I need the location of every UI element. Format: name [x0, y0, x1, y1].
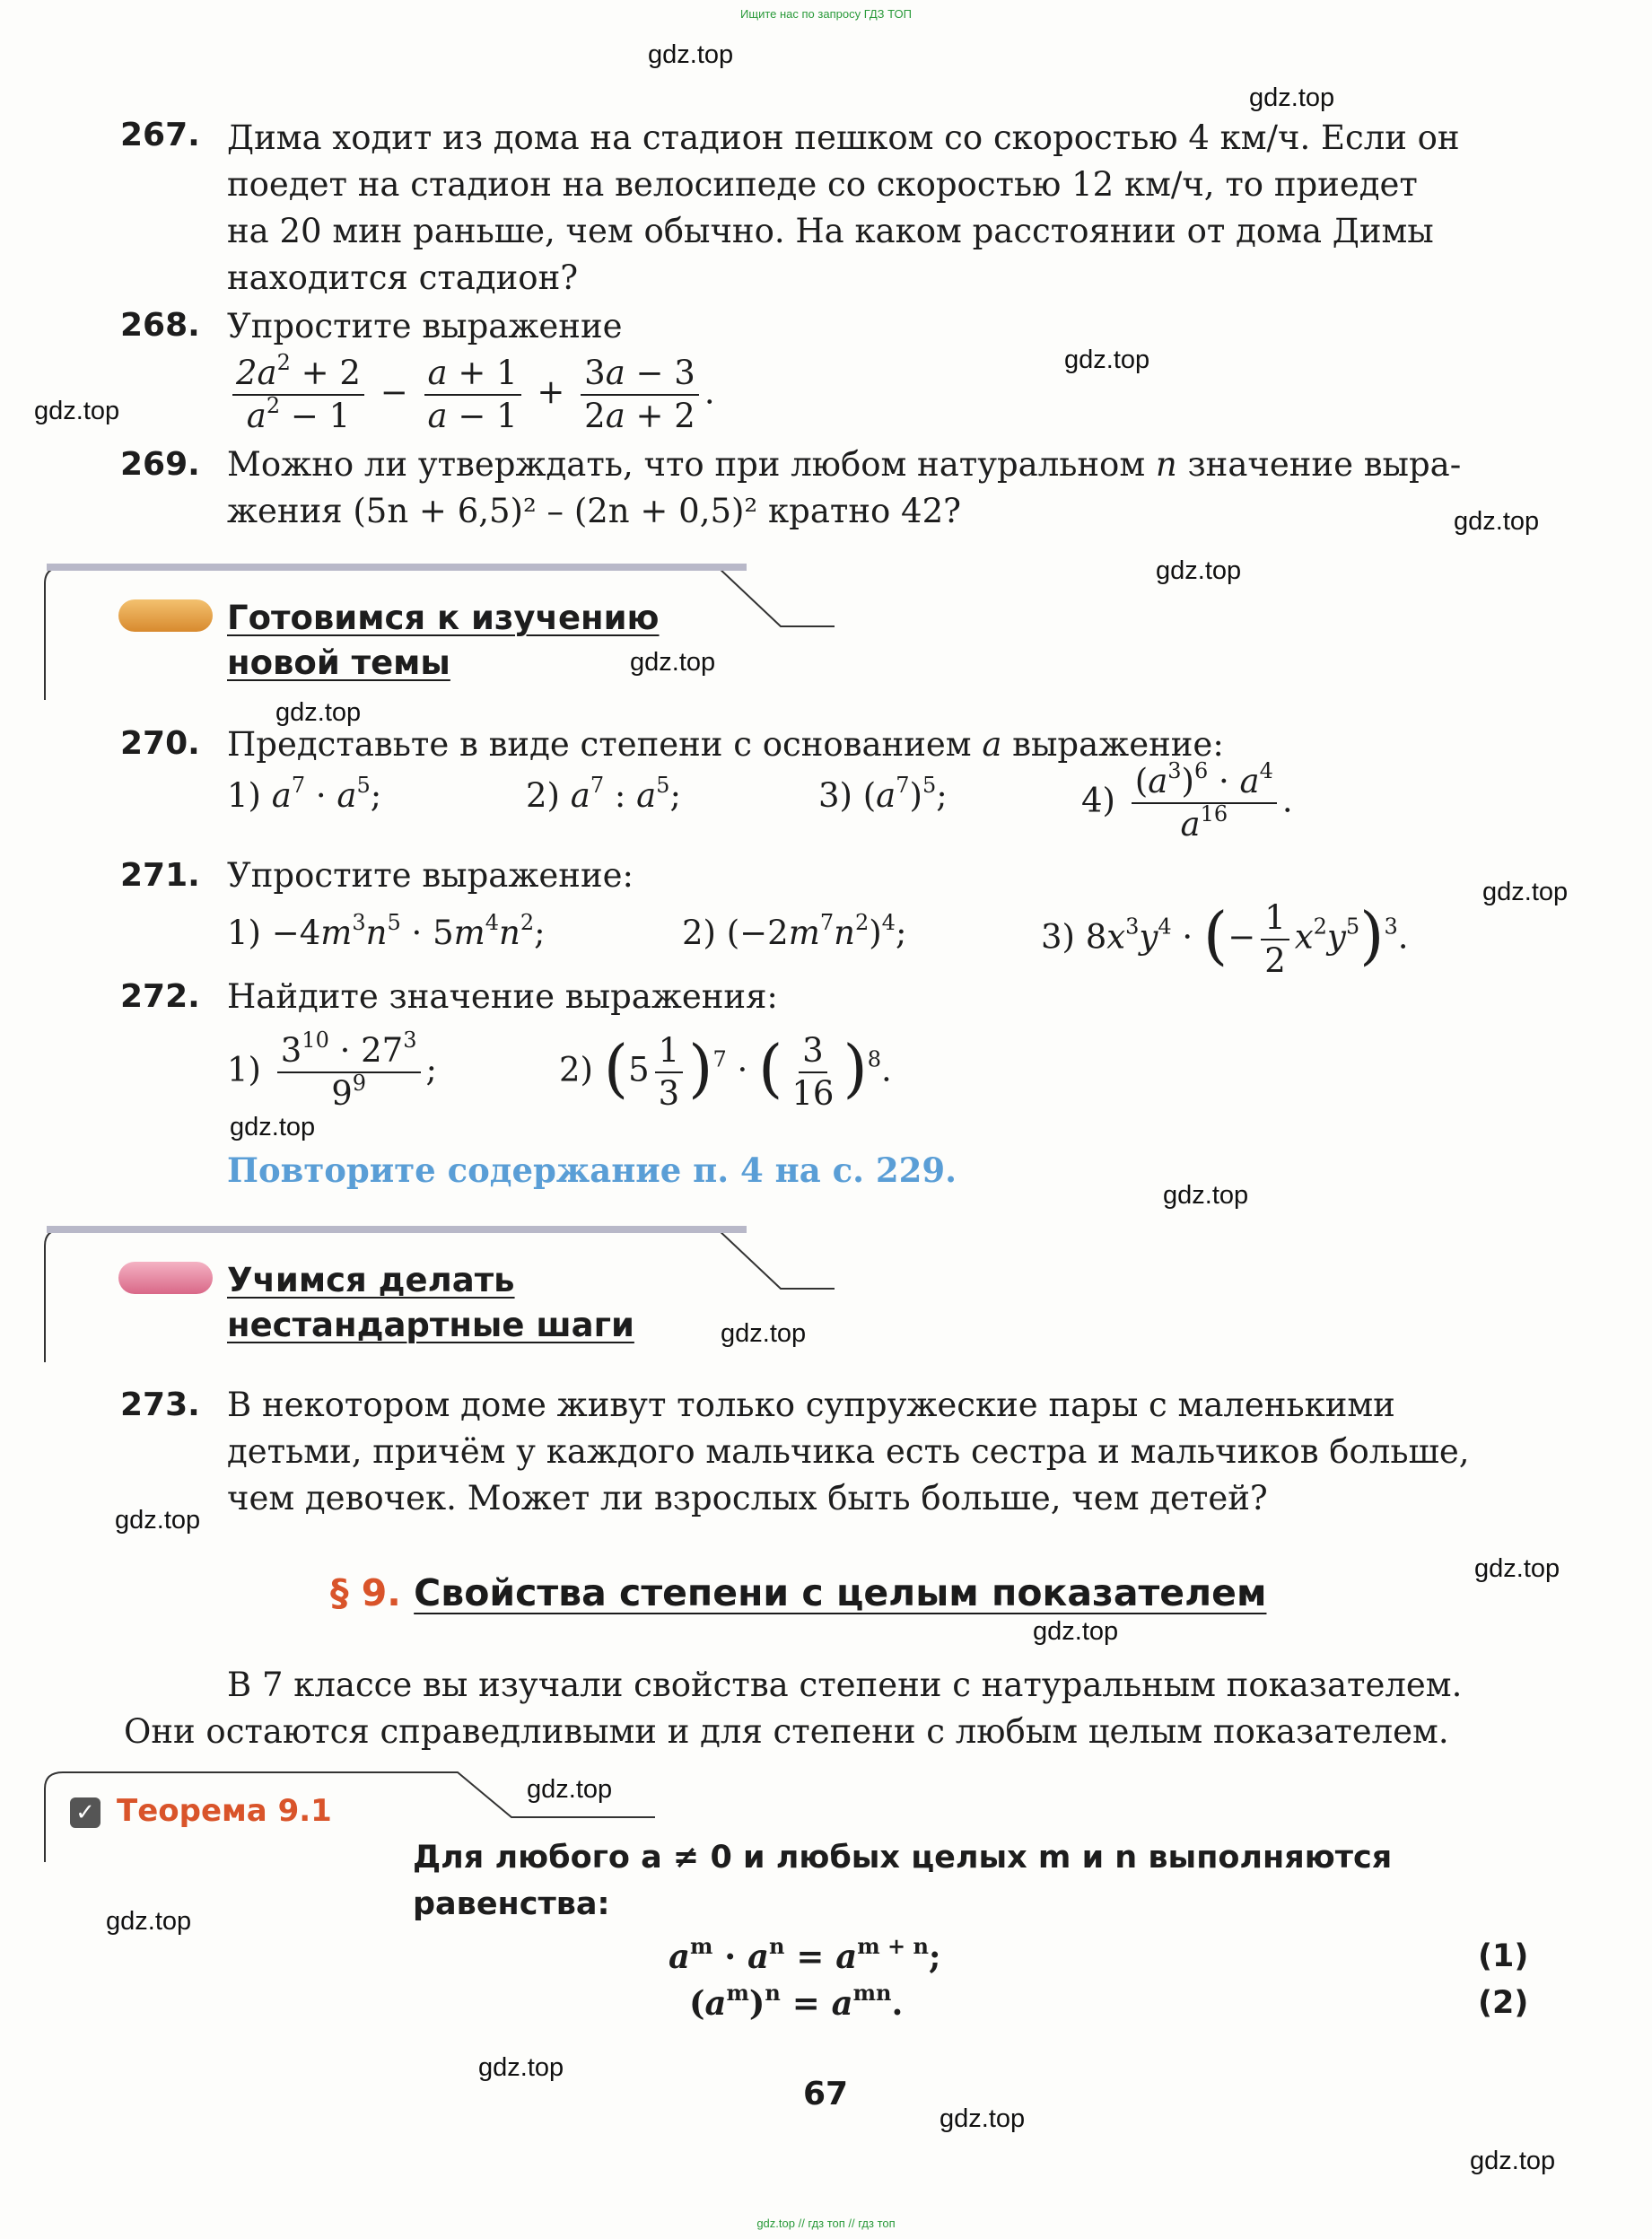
- variable: n: [1155, 445, 1177, 484]
- text-line: на 20 мин раньше, чем обычно. На каком расстоянии от дома Димы: [227, 212, 1434, 250]
- problem-text: жения (5n + 6,5)² – (2n + 0,5)² кратно 42?: [227, 492, 961, 530]
- section-heading: [227, 596, 660, 686]
- repeat-note: Повторите содержание п. 4 на с. 229.: [227, 1150, 957, 1190]
- problem-number: 271.: [120, 857, 200, 894]
- problem-text: [227, 442, 1461, 488]
- problem-text: Найдите значение выражения:: [227, 977, 778, 1016]
- text-part: значение выра-: [1187, 445, 1462, 484]
- expr-271-3: 3) $8x^3y^4$ · (− $\frac{1}{2}$ $x^2y^5)^3$.: [1041, 898, 1409, 980]
- footer-note: gdz.top // гдз топ // гдз топ: [756, 2217, 896, 2230]
- expr-270-1: 1) $a^7 \cdot a^5$;: [227, 773, 382, 815]
- text-line: В некотором доме живут только супружеские пары с маленькими: [227, 1386, 1395, 1424]
- watermark: gdz.top: [34, 397, 120, 425]
- watermark: gdz.top: [478, 2053, 564, 2082]
- expr-271-1: $1) -4m^3n^5 \cdot 5m^4n^2$;: [227, 910, 546, 952]
- watermark: gdz.top: [940, 2104, 1026, 2133]
- watermark: gdz.top: [115, 1506, 201, 1535]
- problem-text: [227, 115, 1528, 302]
- watermark: gdz.top: [275, 698, 362, 727]
- section-heading: [227, 1258, 634, 1348]
- text-line: детьми, причём у каждого мальчика есть сестра и мальчиков больше,: [227, 1432, 1470, 1471]
- watermark: gdz.top: [230, 1113, 316, 1141]
- expr-270-4: 4) $\frac{(a^3)^6 \cdot a^4}{a^{16}}$ .: [1081, 758, 1293, 844]
- problem-number: 269.: [120, 446, 200, 483]
- theorem-text: Для любого a ≠ 0 и любых целых m и n выполняются: [413, 1840, 1393, 1876]
- intro-line: Они остаются справедливыми и для степени с любым целым показателем.: [124, 1712, 1449, 1751]
- expr-272-2: 2) (5 $\frac{1}{3}$ )$^7$ · ( $\frac{3}{16}$ )$^8$.: [559, 1031, 892, 1113]
- watermark: gdz.top: [630, 648, 716, 677]
- watermark: gdz.top: [1249, 83, 1335, 112]
- text-part: выражение:: [1012, 725, 1224, 764]
- equation-1: $a^m \cdot a^n = a^{m + n}$;: [669, 1933, 941, 1976]
- problem-number: 272.: [120, 978, 200, 1015]
- page-number: 67: [803, 2076, 849, 2112]
- problem-number: 270.: [120, 725, 200, 762]
- text-line: находится стадион?: [227, 258, 579, 297]
- watermark: gdz.top: [1454, 507, 1540, 536]
- text-line: чем девочек. Может ли взрослых быть больше, чем детей?: [227, 1479, 1268, 1517]
- watermark: gdz.top: [721, 1319, 807, 1348]
- header-note: Ищите нас по запросу ГДЗ ТОП: [740, 7, 912, 21]
- text-line: Дима ходит из дома на стадион пешком со скоростью 4 км/ч. Если он: [227, 118, 1460, 157]
- tab-marker-orange: [118, 599, 213, 632]
- text-part: Представьте в виде степени с основанием: [227, 725, 972, 764]
- problem-text: Упростите выражение: [227, 307, 623, 345]
- watermark: gdz.top: [527, 1775, 613, 1804]
- section-title-text: Свойства степени с целым показателем: [414, 1571, 1267, 1614]
- heading-line: Учимся делать: [227, 1261, 515, 1299]
- watermark: gdz.top: [1482, 878, 1569, 906]
- theorem-label: Теорема 9.1: [117, 1793, 332, 1829]
- problem-text: [227, 722, 1224, 768]
- equation-tag: (2): [1478, 1985, 1529, 2021]
- watermark: gdz.top: [1033, 1617, 1119, 1646]
- heading-line: новой темы: [227, 643, 450, 682]
- tab-marker-pink: [118, 1262, 213, 1294]
- heading-line: Готовимся к изучению: [227, 599, 660, 637]
- watermark: gdz.top: [648, 40, 734, 69]
- expr-270-2: 2) $a^7$ : $a^5$;: [526, 773, 681, 815]
- problem-number: 268.: [120, 307, 200, 344]
- watermark: gdz.top: [1470, 2147, 1556, 2175]
- text-part: Можно ли утверждать, что при любом натуральном: [227, 445, 1146, 484]
- theorem-text: равенства:: [413, 1886, 610, 1922]
- equation-2: $(a^m)^n = a^{mn}$.: [689, 1980, 904, 2023]
- expression-268: $\frac{2a^2 + 2}{a^2 - 1}$ − $\frac{a + 1}{a - 1}$ + $\frac{3a - 3}{2a + 2}$ .: [227, 353, 715, 437]
- checkbox-icon: ✓: [70, 1797, 101, 1828]
- expr-272-1: 1) $\frac{3^{10} \cdot 27^3}{9^9}$ ;: [227, 1028, 437, 1113]
- section-number: § 9.: [330, 1571, 401, 1614]
- problem-number: 267.: [120, 117, 200, 153]
- problem-text: Упростите выражение:: [227, 856, 634, 895]
- watermark: gdz.top: [1474, 1554, 1560, 1583]
- heading-line: нестандартные шаги: [227, 1306, 634, 1344]
- equation-tag: (1): [1478, 1938, 1529, 1974]
- expr-271-2: 2) $(-2m^7n^2)^4$;: [682, 910, 907, 952]
- watermark: gdz.top: [1156, 556, 1242, 585]
- problem-text: [227, 1382, 1528, 1522]
- intro-line: В 7 классе вы изучали свойства степени с натуральным показателем.: [227, 1666, 1463, 1704]
- expr-270-3: 3) $(a^7)^5$;: [818, 773, 948, 815]
- section-title: [330, 1571, 1266, 1614]
- text-line: поедет на стадион на велосипеде со скоростью 12 км/ч, то приедет: [227, 165, 1418, 204]
- variable: a: [982, 725, 1002, 764]
- watermark: gdz.top: [1163, 1181, 1249, 1210]
- problem-number: 273.: [120, 1386, 200, 1423]
- watermark: gdz.top: [1064, 345, 1150, 374]
- watermark: gdz.top: [106, 1907, 192, 1936]
